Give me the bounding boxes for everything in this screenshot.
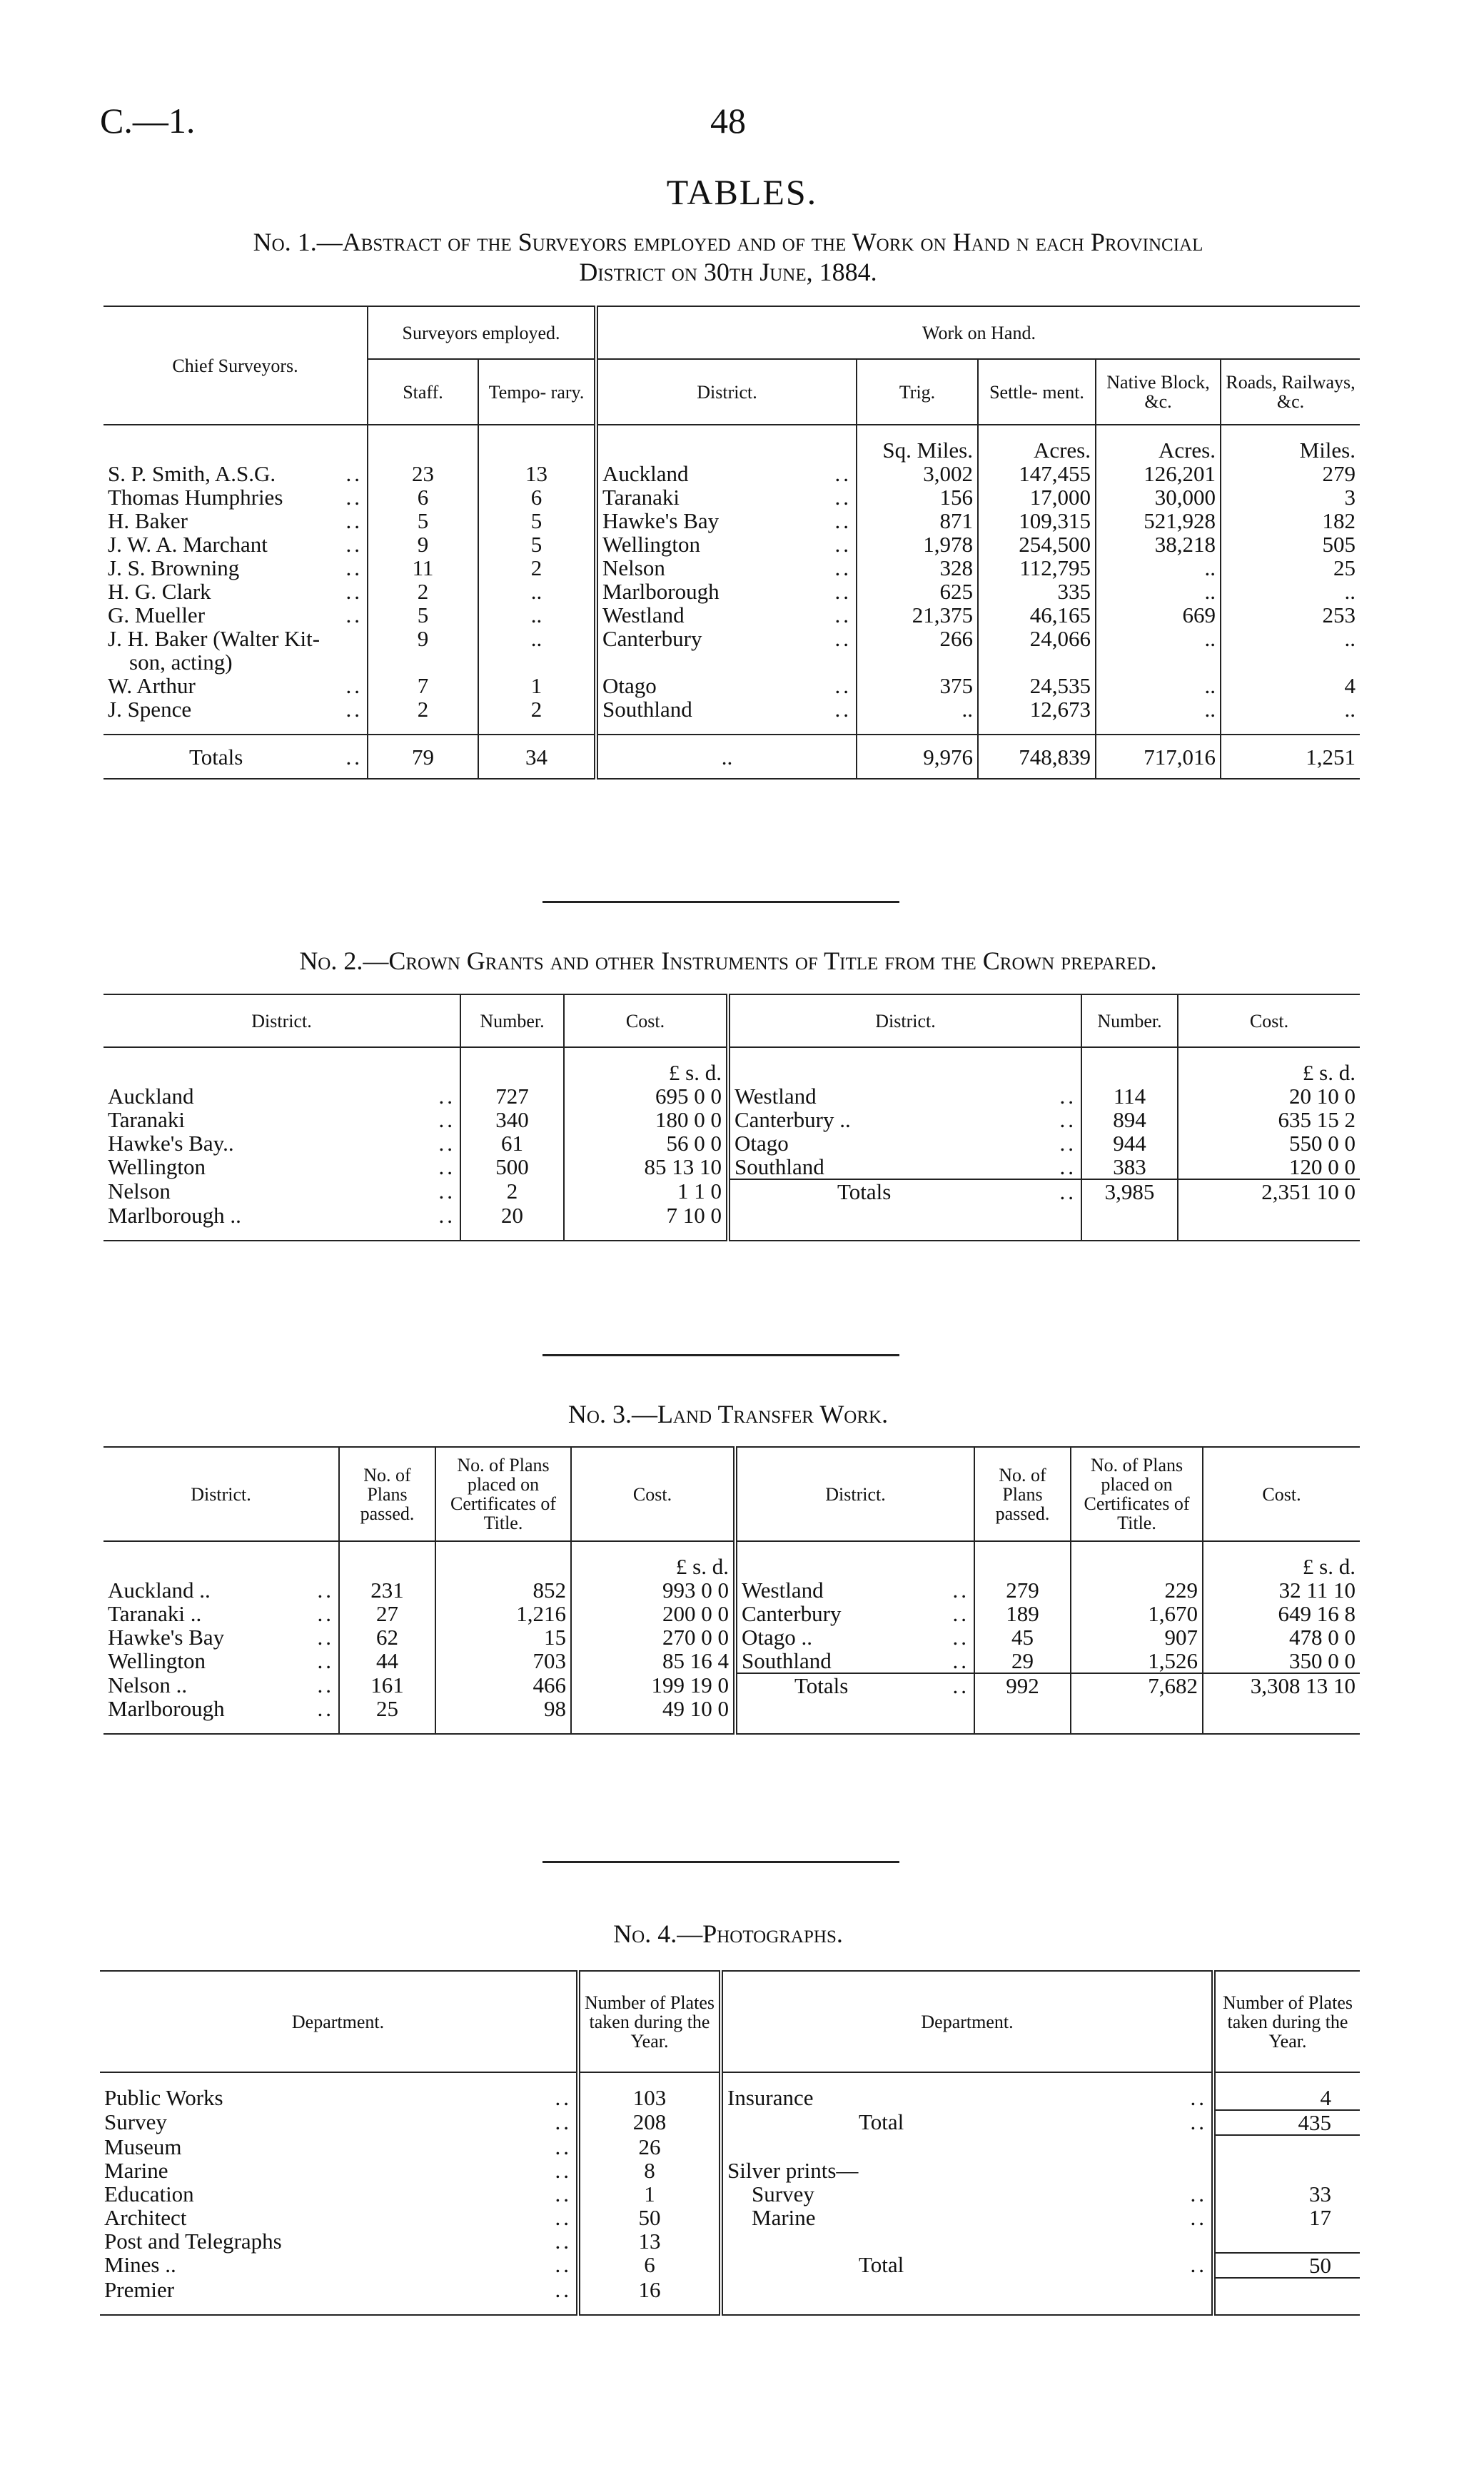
- table-row: [100, 2206, 1360, 2229]
- table2-total-number: 3,985: [1081, 1179, 1178, 1227]
- grant-number: 340: [460, 1108, 564, 1131]
- plans-on-certificates: 229: [1071, 1578, 1203, 1602]
- table3-total-cost: 3,308 13 10: [1203, 1673, 1360, 1720]
- native-block-value: 669: [1096, 603, 1221, 627]
- district-name: Auckland ..: [596, 462, 857, 485]
- t2-th-district-left: District.: [251, 1010, 312, 1031]
- district-name: Hawke's Bay.. ..: [108, 1131, 455, 1156]
- table2-total-cost: 2,351 10 0: [1178, 1179, 1360, 1227]
- department-name: Post and Telegraphs ..: [104, 2229, 572, 2254]
- transfer-cost: 350 0 0: [1203, 1649, 1360, 1673]
- staff-count: 9: [368, 627, 478, 674]
- plates-count: 26: [578, 2135, 721, 2159]
- native-block-value: 521,928: [1096, 509, 1221, 533]
- th-roads: Roads, Railways, &c.: [1221, 359, 1360, 425]
- settlement-value: 24,535: [978, 674, 1096, 697]
- district-name: Auckland ..: [108, 1084, 455, 1109]
- t4-th-plates-right: Number of Plates taken during the Year.: [1213, 1971, 1360, 2072]
- settlement-value: 46,165: [978, 603, 1096, 627]
- plans-on-certificates: 98: [435, 1697, 571, 1720]
- grant-cost: 120 0 0: [1178, 1155, 1360, 1179]
- empty-cell: [1213, 2135, 1360, 2159]
- table2-totals-label: Totals ..: [728, 1179, 1081, 1204]
- table-row: [104, 1602, 1360, 1625]
- table-row: [104, 627, 1360, 674]
- silver-prints-heading: Silver prints—: [721, 2159, 1213, 2182]
- separator-rule: [542, 1354, 899, 1356]
- th-work-on-hand: Work on Hand.: [596, 306, 1360, 359]
- table-row: [104, 674, 1360, 697]
- native-block-value: ..: [1096, 556, 1221, 580]
- t3-lsd-left: £ s. d.: [571, 1555, 735, 1578]
- department-name: Education ..: [104, 2181, 572, 2206]
- temporary-count: 2: [478, 556, 596, 580]
- trig-value: 1,978: [857, 533, 978, 556]
- chief-surveyor-name: Thomas Humphries ..: [108, 485, 363, 510]
- district-name: Nelson ..: [596, 556, 857, 580]
- settlement-value: 17,000: [978, 485, 1096, 509]
- total-settlement: 748,839: [978, 735, 1096, 779]
- department-name: Premier ..: [104, 2277, 572, 2302]
- report-code: C.—1.: [100, 101, 196, 141]
- roads-value: 25: [1221, 556, 1360, 580]
- total-trig: 9,976: [857, 735, 978, 779]
- unit-acres-native: Acres.: [1096, 438, 1221, 462]
- temporary-count: ..: [478, 580, 596, 603]
- district-name: Canterbury ..: [735, 1602, 974, 1625]
- table1-caption: [100, 227, 1356, 287]
- native-block-value: ..: [1096, 627, 1221, 674]
- district-name: Wellington ..: [596, 533, 857, 556]
- t2-th-number-left: Number.: [460, 994, 564, 1047]
- plans-passed: 231: [339, 1578, 435, 1602]
- grant-number: 500: [460, 1155, 564, 1179]
- trig-value: 871: [857, 509, 978, 533]
- trig-value: 266: [857, 627, 978, 674]
- grant-cost: 180 0 0: [564, 1108, 728, 1131]
- table-row: [100, 2278, 1360, 2301]
- trig-value: 3,002: [857, 462, 978, 485]
- table-row: [100, 2110, 1360, 2135]
- table-row: [104, 556, 1360, 580]
- district-name: Taranaki ..: [596, 485, 857, 509]
- plans-passed: 45: [974, 1625, 1071, 1649]
- plans-passed: 189: [974, 1602, 1071, 1625]
- table-row: [100, 2182, 1360, 2206]
- staff-count: 9: [368, 533, 478, 556]
- department-name: Architect ..: [104, 2205, 572, 2230]
- settlement-value: 109,315: [978, 509, 1096, 533]
- table1-totals-label: Totals ..: [189, 744, 363, 770]
- plans-on-certificates: 907: [1071, 1625, 1203, 1649]
- temporary-count: ..: [478, 603, 596, 627]
- temporary-count: 2: [478, 697, 596, 721]
- empty-cell: [1213, 2278, 1360, 2301]
- empty-cell: [721, 2135, 1213, 2159]
- table-row: [100, 2253, 1360, 2278]
- table-row: [100, 2229, 1360, 2253]
- th-chief-surveyors: Chief Surveyors.: [104, 306, 368, 425]
- th-native-block: Native Block, &c.: [1096, 359, 1221, 425]
- empty-cell: [721, 2278, 1213, 2301]
- table3: [104, 1446, 1360, 1735]
- plans-passed: 25: [339, 1697, 435, 1720]
- grant-number: 727: [460, 1084, 564, 1108]
- chief-surveyor-name: J. S. Browning ..: [108, 555, 363, 580]
- unit-sq-miles: Sq. Miles.: [857, 438, 978, 462]
- t2-lsd-right: £ s. d.: [1178, 1061, 1360, 1084]
- department-name: Public Works ..: [104, 2085, 572, 2110]
- table-row: [104, 1578, 1360, 1602]
- temporary-count: 1: [478, 674, 596, 697]
- department-name: Mines .. ..: [104, 2252, 572, 2277]
- table1-caption-line2: District on 30th June, 1884.: [579, 258, 877, 286]
- trig-value: 21,375: [857, 603, 978, 627]
- temporary-count: 5: [478, 509, 596, 533]
- transfer-cost: 85 16 4: [571, 1649, 735, 1673]
- table-row: [104, 1131, 1360, 1155]
- temporary-count: ..: [478, 627, 596, 674]
- grant-cost: 635 15 2: [1178, 1108, 1360, 1131]
- plates-count: 13: [578, 2229, 721, 2253]
- plans-on-certificates: 15: [435, 1625, 571, 1649]
- t3-th-plans-right: No. of Plans passed.: [974, 1447, 1071, 1541]
- plans-on-certificates: 703: [435, 1649, 571, 1673]
- grant-cost: 85 13 10: [564, 1155, 728, 1179]
- transfer-cost: 270 0 0: [571, 1625, 735, 1649]
- total-staff: 79: [368, 735, 478, 779]
- table1-caption-line1: No. 1.—Abstract of the Surveyors employed and of the Work on Hand n each Provincial: [253, 228, 1203, 256]
- district-name: Marlborough ..: [596, 580, 857, 603]
- staff-count: 2: [368, 580, 478, 603]
- table4: [100, 1970, 1360, 2316]
- settlement-value: 112,795: [978, 556, 1096, 580]
- plans-passed: 29: [974, 1649, 1071, 1673]
- chief-surveyor-name: J. W. A. Marchant ..: [108, 532, 363, 557]
- grant-number: 61: [460, 1131, 564, 1155]
- district-name: Southland ..: [728, 1155, 1081, 1179]
- district-name: Otago .. ..: [735, 1625, 974, 1649]
- grant-cost: 550 0 0: [1178, 1131, 1360, 1155]
- table-row: [100, 2159, 1360, 2182]
- roads-value: 3: [1221, 485, 1360, 509]
- table3-caption: No. 3.—Land Transfer Work.: [567, 1400, 889, 1428]
- settlement-value: 254,500: [978, 533, 1096, 556]
- roads-value: ..: [1221, 697, 1360, 721]
- t2-th-district-right: District.: [728, 994, 1081, 1047]
- native-block-value: ..: [1096, 580, 1221, 603]
- plates-count: 6: [578, 2253, 721, 2278]
- chief-surveyor-name: J. Spence ..: [108, 697, 363, 722]
- roads-value: 182: [1221, 509, 1360, 533]
- plans-on-certificates: 466: [435, 1673, 571, 1697]
- table-row: [100, 2135, 1360, 2159]
- district-name: Canterbury ..: [596, 627, 857, 674]
- total-district: ..: [596, 735, 857, 779]
- chief-surveyor-name: W. Arthur ..: [108, 673, 363, 698]
- total-temporary: 34: [478, 735, 596, 779]
- district-name: Marlborough ..: [108, 1696, 334, 1721]
- table-row: [104, 485, 1360, 509]
- district-name: Auckland .. ..: [108, 1578, 334, 1603]
- page-number: 48: [710, 101, 746, 141]
- settlement-value: 24,066: [978, 627, 1096, 674]
- th-surveyors-employed: Surveyors employed.: [368, 306, 596, 359]
- district-name: Taranaki ..: [108, 1107, 455, 1132]
- table-row: [104, 697, 1360, 721]
- plates-count: 50: [578, 2206, 721, 2229]
- table-row: [104, 1649, 1360, 1673]
- district-name: Hawke's Bay ..: [108, 1625, 334, 1650]
- temporary-count: 13: [478, 462, 596, 485]
- table-row: [104, 1084, 1360, 1108]
- table1: [104, 306, 1360, 780]
- native-block-value: ..: [1096, 697, 1221, 721]
- table3-total-cert: 7,682: [1071, 1673, 1203, 1720]
- unit-miles: Miles.: [1221, 438, 1360, 462]
- district-name: Westland ..: [735, 1578, 974, 1602]
- transfer-cost: 199 19 0: [571, 1673, 735, 1697]
- settlement-value: 335: [978, 580, 1096, 603]
- t3-th-plans-left: No. of Plans passed.: [339, 1447, 435, 1541]
- department-name: Museum ..: [104, 2134, 572, 2159]
- table4-caption: No. 4.—Photographs.: [613, 1920, 843, 1948]
- transfer-cost: 993 0 0: [571, 1578, 735, 1602]
- photographs-total-label: Total ..: [721, 2110, 1213, 2135]
- district-name: Marlborough .. ..: [108, 1203, 455, 1228]
- transfer-cost: 649 16 8: [1203, 1602, 1360, 1625]
- th-trig: Trig.: [857, 359, 978, 425]
- roads-value: 279: [1221, 462, 1360, 485]
- grant-cost: 7 10 0: [564, 1204, 728, 1227]
- grant-cost: 695 0 0: [564, 1084, 728, 1108]
- t2-th-number-right: Number.: [1081, 994, 1178, 1047]
- table-row: [100, 2086, 1360, 2110]
- t4-th-dept-left: Department.: [291, 2011, 385, 2032]
- grant-number: 894: [1081, 1108, 1178, 1131]
- th-staff: Staff.: [368, 359, 478, 425]
- chief-surveyor-name: J. H. Baker (Walter Kit- son, acting): [108, 626, 320, 675]
- t3-th-cost-left: Cost.: [571, 1447, 735, 1541]
- district-name: Southland ..: [735, 1649, 974, 1673]
- th-settlement: Settle- ment.: [978, 359, 1096, 425]
- trig-value: 156: [857, 485, 978, 509]
- district-name: Taranaki .. ..: [108, 1601, 334, 1626]
- t2-th-cost-right: Cost.: [1178, 994, 1360, 1047]
- t3-lsd-right: £ s. d.: [1203, 1555, 1360, 1578]
- insurance-label: Insurance ..: [721, 2086, 1213, 2110]
- silver-marine-count: 17: [1213, 2206, 1360, 2229]
- table-row: [104, 462, 1360, 485]
- department-name: Marine ..: [104, 2158, 572, 2183]
- temporary-count: 6: [478, 485, 596, 509]
- settlement-value: 147,455: [978, 462, 1096, 485]
- th-district: District.: [596, 359, 857, 425]
- roads-value: 253: [1221, 603, 1360, 627]
- plans-on-certificates: 1,216: [435, 1602, 571, 1625]
- table-row: [104, 1179, 1360, 1204]
- temporary-count: 5: [478, 533, 596, 556]
- native-block-value: ..: [1096, 674, 1221, 697]
- trig-value: 625: [857, 580, 978, 603]
- trig-value: 375: [857, 674, 978, 697]
- table-row: [104, 1625, 1360, 1649]
- district-name: Westland ..: [728, 1084, 1081, 1108]
- plans-on-certificates: 1,670: [1071, 1602, 1203, 1625]
- department-name: Survey ..: [104, 2109, 572, 2134]
- district-name: Nelson .. ..: [108, 1673, 334, 1697]
- native-block-value: 38,218: [1096, 533, 1221, 556]
- table2: [104, 994, 1360, 1241]
- district-name: Otago ..: [596, 674, 857, 697]
- t3-th-cert-right: No. of Plans placed on Certificates of Title.: [1071, 1447, 1203, 1541]
- roads-value: ..: [1221, 580, 1360, 603]
- staff-count: 6: [368, 485, 478, 509]
- plans-passed: 27: [339, 1602, 435, 1625]
- unit-acres-settlement: Acres.: [978, 438, 1096, 462]
- silver-survey-count: 33: [1213, 2182, 1360, 2206]
- t4-th-plates-left: Number of Plates taken during the Year.: [578, 1971, 721, 2072]
- plans-on-certificates: 1,526: [1071, 1649, 1203, 1673]
- t3-th-district-left: District.: [191, 1483, 251, 1505]
- trig-value: ..: [857, 697, 978, 721]
- native-block-value: 126,201: [1096, 462, 1221, 485]
- total-roads: 1,251: [1221, 735, 1360, 779]
- empty-cell: [1213, 2159, 1360, 2182]
- staff-count: 5: [368, 603, 478, 627]
- plates-count: 103: [578, 2086, 721, 2110]
- t4-th-dept-right: Department.: [721, 1971, 1213, 2072]
- staff-count: 7: [368, 674, 478, 697]
- district-name: Wellington ..: [108, 1154, 455, 1179]
- silver-survey-label: Survey ..: [721, 2182, 1213, 2206]
- plates-count: 8: [578, 2159, 721, 2182]
- plates-count: 208: [578, 2110, 721, 2135]
- total-native: 717,016: [1096, 735, 1221, 779]
- grant-number: 114: [1081, 1084, 1178, 1108]
- silver-total-label: Total ..: [721, 2253, 1213, 2278]
- staff-count: 11: [368, 556, 478, 580]
- grant-number: 20: [460, 1204, 564, 1227]
- chief-surveyor-name: H. Baker ..: [108, 508, 363, 533]
- grant-number: 944: [1081, 1131, 1178, 1155]
- plans-passed: 161: [339, 1673, 435, 1697]
- separator-rule: [542, 1861, 899, 1863]
- plates-count: 16: [578, 2278, 721, 2301]
- district-name: Canterbury .. ..: [728, 1108, 1081, 1131]
- plans-on-certificates: 852: [435, 1578, 571, 1602]
- roads-value: 4: [1221, 674, 1360, 697]
- district-name: Hawke's Bay ..: [596, 509, 857, 533]
- grant-cost: 56 0 0: [564, 1131, 728, 1155]
- transfer-cost: 32 11 10: [1203, 1578, 1360, 1602]
- table2-caption: No. 2.—Crown Grants and other Instruments of Title from the Crown prepared.: [299, 947, 1157, 975]
- t2-th-cost-left: Cost.: [564, 994, 728, 1047]
- table-row: [104, 533, 1360, 556]
- t2-lsd-left: £ s. d.: [564, 1061, 728, 1084]
- transfer-cost: 478 0 0: [1203, 1625, 1360, 1649]
- district-name: Wellington ..: [108, 1648, 334, 1673]
- t3-th-district-right: District.: [735, 1447, 974, 1541]
- chief-surveyor-name: G. Mueller ..: [108, 602, 363, 627]
- table-row: [104, 1673, 1360, 1697]
- table-row: [104, 603, 1360, 627]
- trig-value: 328: [857, 556, 978, 580]
- district-name: Southland ..: [596, 697, 857, 721]
- grant-cost: 1 1 0: [564, 1179, 728, 1204]
- plates-count: 1: [578, 2182, 721, 2206]
- table-row: [104, 580, 1360, 603]
- staff-count: 2: [368, 697, 478, 721]
- photographs-total-count: 435: [1213, 2110, 1360, 2135]
- page-title: TABLES.: [666, 172, 818, 212]
- native-block-value: 30,000: [1096, 485, 1221, 509]
- plans-passed: 279: [974, 1578, 1071, 1602]
- roads-value: 505: [1221, 533, 1360, 556]
- transfer-cost: 200 0 0: [571, 1602, 735, 1625]
- separator-rule: [542, 901, 899, 903]
- table-row: [104, 1155, 1360, 1179]
- district-name: Otago ..: [728, 1131, 1081, 1155]
- t3-th-cert-left: No. of Plans placed on Certificates of Title.: [435, 1447, 571, 1541]
- plans-passed: 62: [339, 1625, 435, 1649]
- empty-cell: [1213, 2229, 1360, 2253]
- table3-totals-label: Totals ..: [735, 1673, 974, 1720]
- table-row: [104, 509, 1360, 533]
- t3-th-cost-right: Cost.: [1203, 1447, 1360, 1541]
- roads-value: ..: [1221, 627, 1360, 674]
- grant-number: 383: [1081, 1155, 1178, 1179]
- empty-cell: [728, 1204, 1081, 1227]
- plans-passed: 44: [339, 1649, 435, 1673]
- district-name: Westland ..: [596, 603, 857, 627]
- th-temporary: Tempo- rary.: [478, 359, 596, 425]
- table-row: [104, 1108, 1360, 1131]
- chief-surveyor-name: H. G. Clark ..: [108, 579, 363, 604]
- transfer-cost: 49 10 0: [571, 1697, 735, 1720]
- staff-count: 23: [368, 462, 478, 485]
- empty-cell: [721, 2229, 1213, 2253]
- silver-marine-label: Marine ..: [721, 2206, 1213, 2229]
- staff-count: 5: [368, 509, 478, 533]
- chief-surveyor-name: S. P. Smith, A.S.G. ..: [108, 461, 363, 486]
- table3-total-plans: 992: [974, 1673, 1071, 1720]
- grant-cost: 20 10 0: [1178, 1084, 1360, 1108]
- grant-number: 2: [460, 1179, 564, 1204]
- district-name: Nelson ..: [108, 1179, 455, 1204]
- silver-total-count: 50: [1213, 2253, 1360, 2278]
- insurance-count: 4: [1213, 2086, 1360, 2110]
- settlement-value: 12,673: [978, 697, 1096, 721]
